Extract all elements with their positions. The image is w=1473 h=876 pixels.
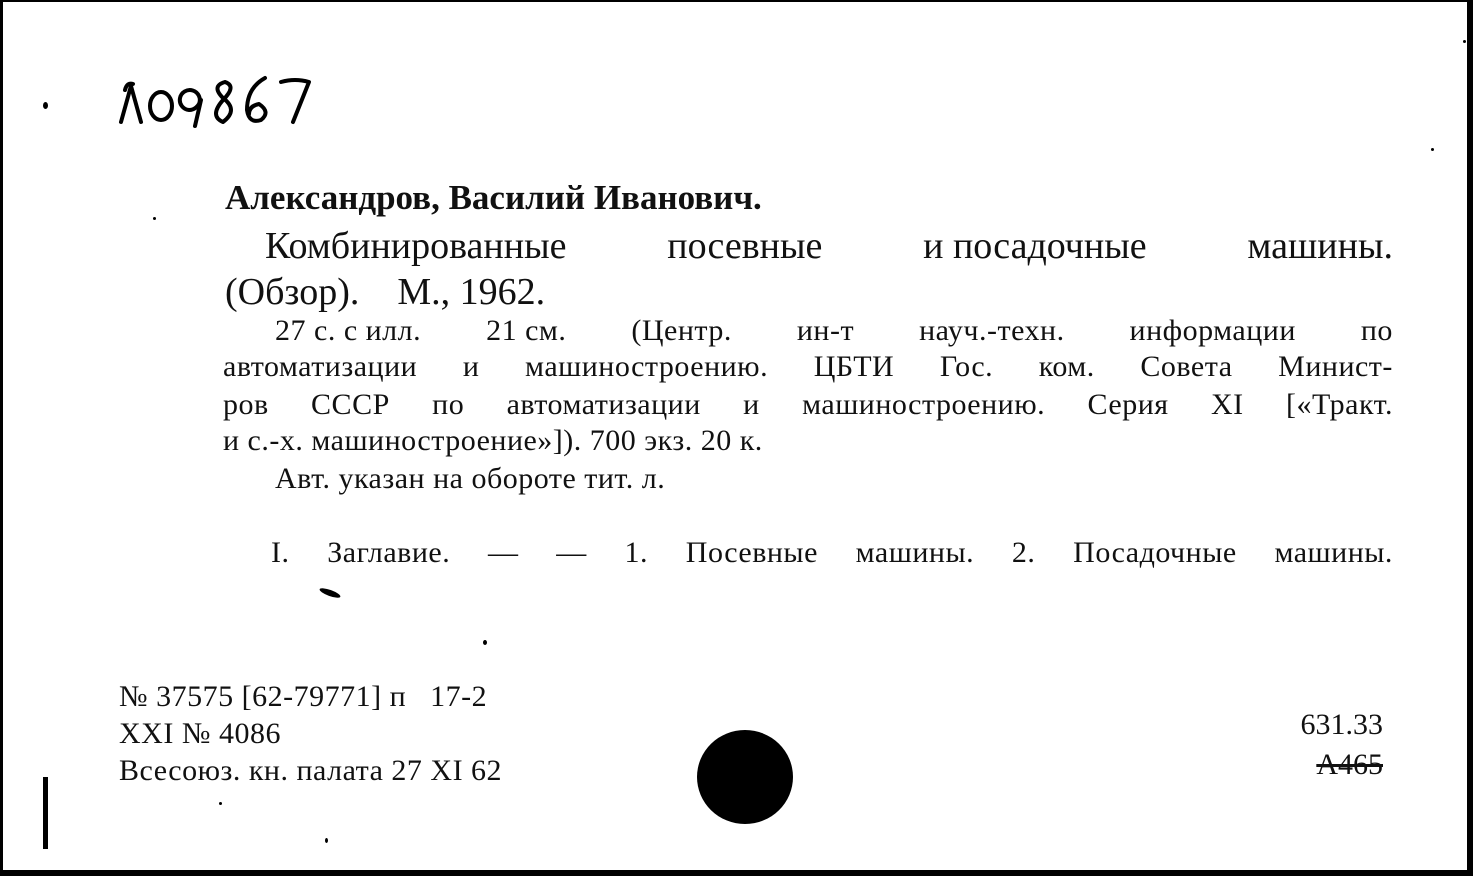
collation-word: информации [1129, 314, 1296, 347]
title-line-1 [265, 224, 1393, 268]
tracing-word: — [487, 536, 519, 569]
dust-speck [325, 838, 328, 843]
dust-speck [319, 586, 342, 599]
collation-word: СССР [311, 388, 390, 421]
title-word: машины. [1247, 225, 1393, 267]
collation-word: ком. [1038, 350, 1095, 383]
collation-word: XI [1210, 388, 1244, 421]
imprint-line-1: № 37575 [62-79771] п 17-2 [119, 680, 488, 713]
tracing-word: машины. [855, 536, 975, 569]
author-heading: Александров, Василий Иванович. [225, 178, 762, 217]
tracing-word: Заглавие. [327, 536, 451, 569]
collation-word: ров [223, 388, 269, 421]
collation-word: и [743, 388, 760, 421]
dust-speck [43, 102, 48, 109]
tracing-word: I. [271, 536, 290, 569]
udc-code: 631.33 [1300, 708, 1383, 741]
collation-word: Минист- [1278, 350, 1393, 383]
collation-line-3 [223, 388, 1393, 422]
punch-hole [697, 730, 793, 824]
tracing-word: машины. [1274, 536, 1393, 569]
collation-word: Серия [1087, 388, 1169, 421]
collation-word: автоматизации [506, 388, 701, 421]
tracing-word: 1. [624, 536, 649, 569]
subject-tracings [271, 536, 1393, 570]
title-word: и посадочные [923, 225, 1147, 267]
dust-speck [1463, 40, 1466, 43]
collation-line-4: и с.-х. машиностроение»]). 700 экз. 20 к. [223, 424, 763, 457]
dust-speck [153, 217, 156, 220]
tracing-word: — [556, 536, 587, 569]
handwritten-accession-number [115, 64, 315, 134]
author-mark: А465 [1316, 748, 1383, 781]
author-note: Авт. указан на обороте тит. л. [275, 462, 666, 495]
dust-speck [1431, 148, 1434, 151]
collation-word: автоматизации [223, 350, 418, 383]
collation-word: машиностроению. [802, 388, 1046, 421]
collation-word: ЦБТИ [813, 350, 895, 383]
collation-word: 27 с. с илл. [275, 314, 422, 347]
collation-word: машиностроению. [525, 350, 769, 383]
collation-line-2 [223, 350, 1393, 384]
imprint-line-2: XXI № 4086 [119, 717, 281, 750]
tracing-word: 2. [1011, 536, 1036, 569]
collation-word: 21 см. [486, 314, 567, 347]
collation-word: по [1360, 314, 1393, 347]
collation-word: по [432, 388, 465, 421]
imprint-line-3: Всесоюз. кн. палата 27 XI 62 [119, 754, 503, 787]
collation-word: и [462, 350, 480, 383]
dust-speck [483, 640, 487, 645]
tracing-word: Посадочные [1073, 536, 1237, 569]
title-line-2: (Обзор). М., 1962. [225, 271, 546, 313]
collation-word: [«Тракт. [1285, 388, 1393, 421]
collation-word: науч.-техн. [919, 314, 1065, 347]
scan-mark [43, 777, 48, 849]
title-word: посевные [667, 225, 823, 267]
collation-word: ин-т [796, 314, 855, 347]
collation-word: (Центр. [631, 314, 732, 347]
dust-speck [219, 802, 222, 805]
tracing-word: Посевные [685, 536, 818, 569]
collation-word: Совета [1140, 350, 1233, 383]
collation-word: Гос. [939, 350, 994, 383]
collation-line-1 [275, 314, 1393, 348]
title-word: Комбинированные [265, 225, 567, 267]
